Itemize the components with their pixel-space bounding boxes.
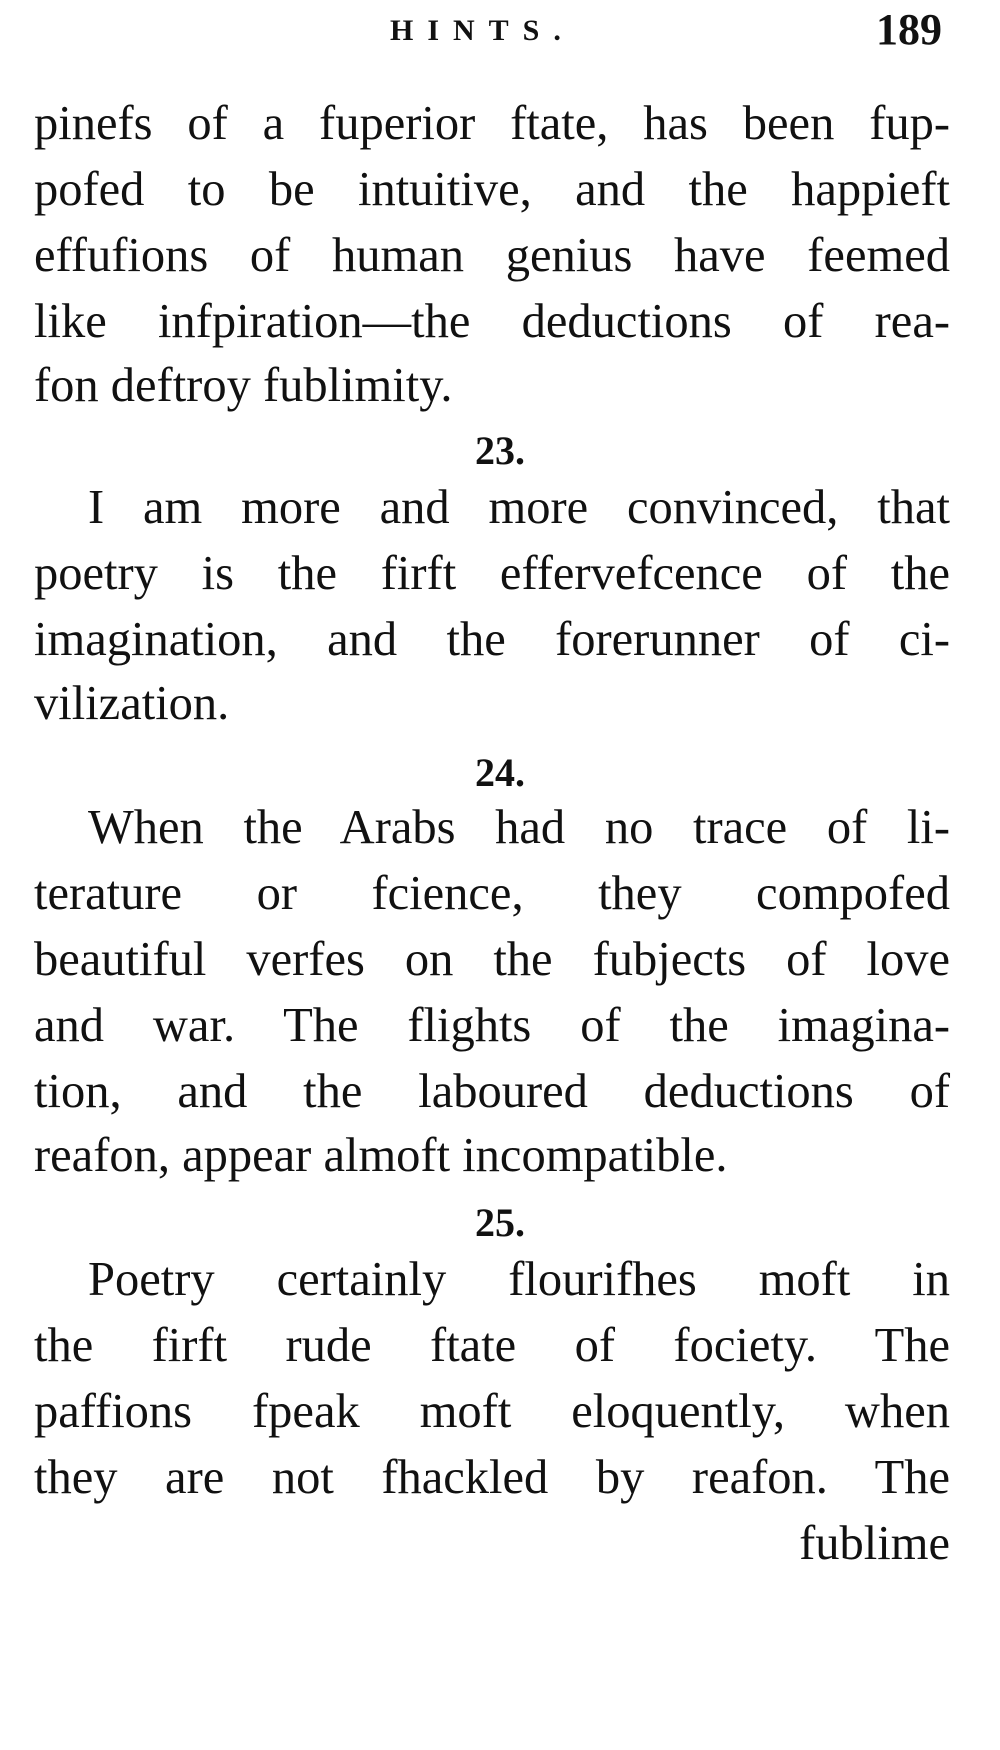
text-line: pinefs of a fuperior ftate, has been fup- bbox=[34, 97, 950, 150]
catchword: fublime bbox=[799, 1517, 950, 1570]
text-line: I am more and more convinced, that bbox=[88, 481, 950, 534]
text-line: fon deftroy fublimity. bbox=[34, 359, 453, 412]
text-line: like infpiration—the deductions of rea- bbox=[34, 295, 950, 348]
text-line: terature or fcience, they compofed bbox=[34, 867, 950, 920]
text-line: poetry is the firft effervefcence of the bbox=[34, 547, 950, 600]
text-line: reafon, appear almoft incompatible. bbox=[34, 1129, 728, 1182]
text-line: Poetry certainly flourifhes moft in bbox=[88, 1253, 950, 1306]
text-line: paffions fpeak moft eloquently, when bbox=[34, 1385, 950, 1438]
running-head: HINTS. bbox=[390, 14, 575, 47]
text-line: pofed to be intuitive, and the happieft bbox=[34, 163, 950, 216]
text-line: beautiful verfes on the fubjects of love bbox=[34, 933, 950, 986]
page-number: 189 bbox=[876, 5, 942, 54]
section-number: 23. bbox=[475, 428, 525, 473]
text-line: When the Arabs had no trace of li- bbox=[88, 801, 950, 854]
text-line: and war. The flights of the imagina- bbox=[34, 999, 950, 1052]
section-number: 25. bbox=[475, 1200, 525, 1245]
section-number: 24. bbox=[475, 750, 525, 795]
text-line: the firft rude ftate of fociety. The bbox=[34, 1319, 950, 1372]
text-line: vilization. bbox=[34, 677, 230, 730]
text-line: they are not fhackled by reafon. The bbox=[34, 1451, 950, 1504]
text-line: imagination, and the forerunner of ci- bbox=[34, 613, 950, 666]
text-line: effufions of human genius have feemed bbox=[34, 229, 950, 282]
text-line: tion, and the laboured deductions of bbox=[34, 1065, 950, 1118]
